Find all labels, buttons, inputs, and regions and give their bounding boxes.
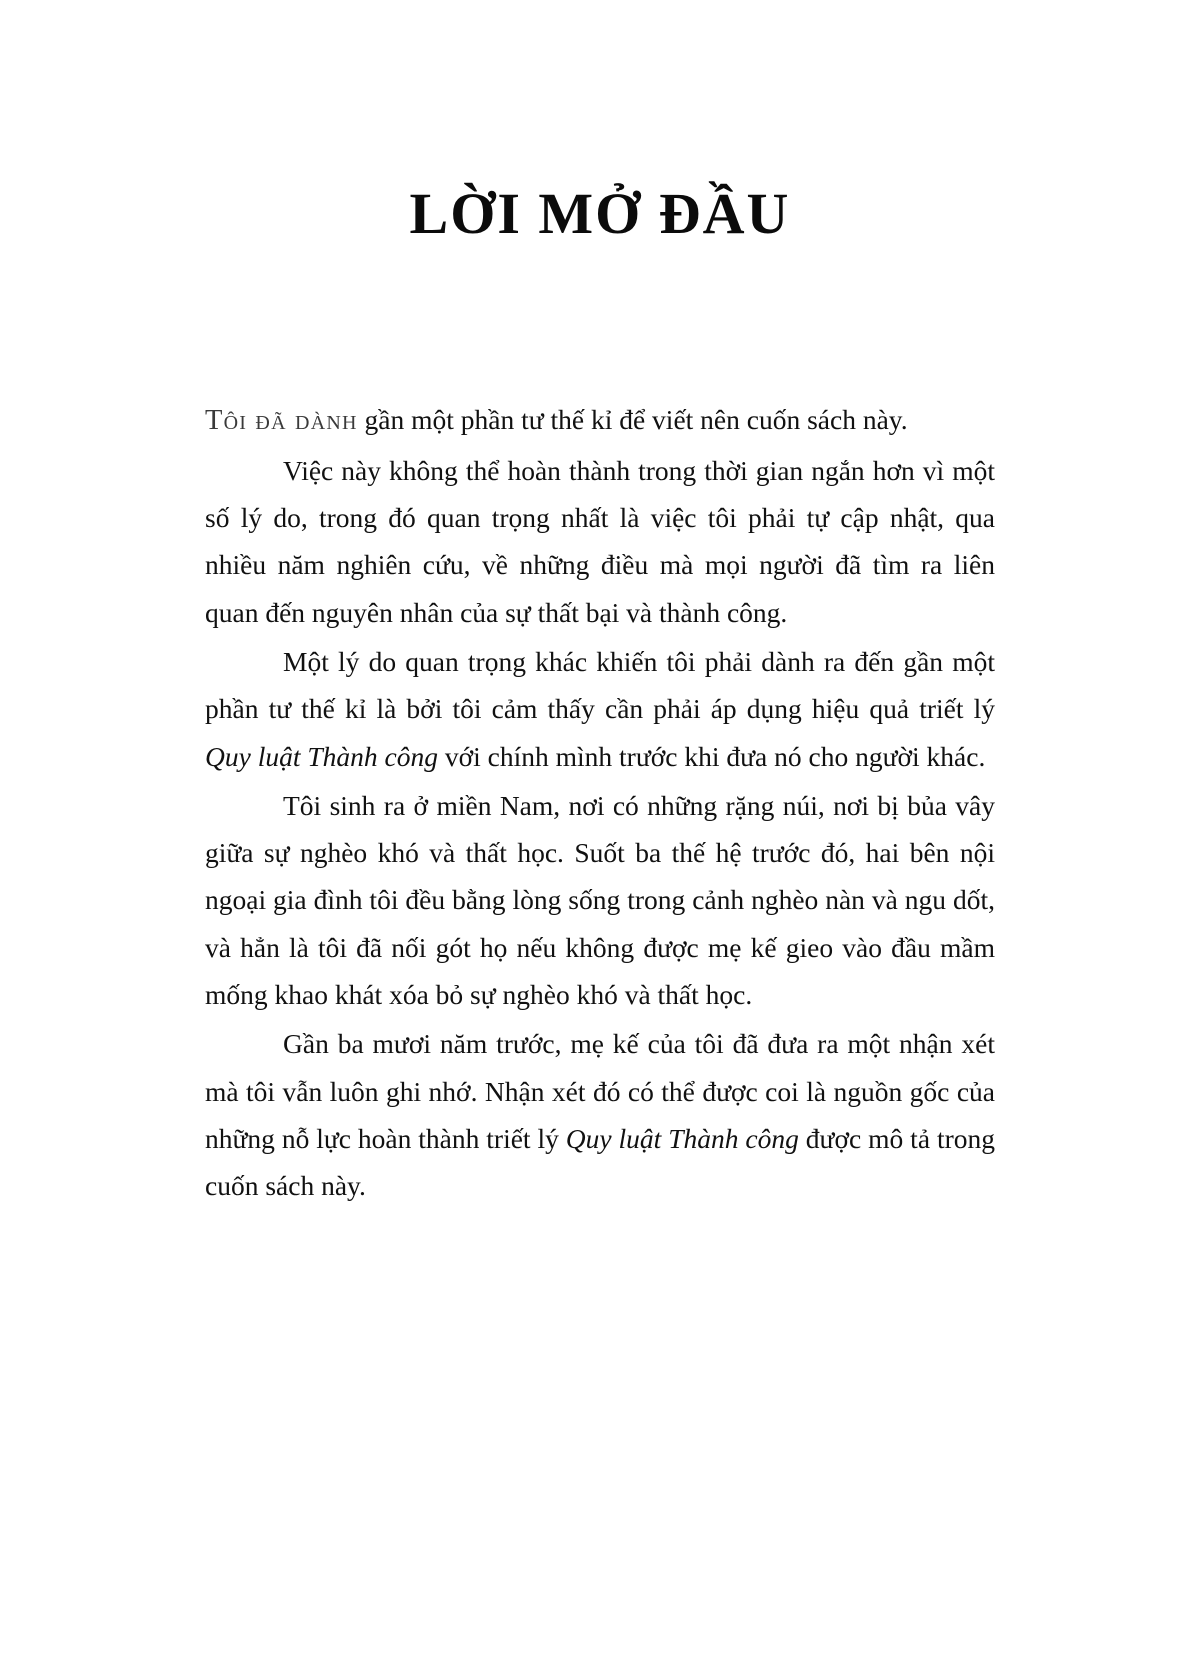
paragraph-5-segment-3: được mô tả trong cuốn sách này. [205,1122,995,1202]
paragraph-1-text: gần một phần tư thế kỉ để viết nên cuốn sách này. [357,403,908,435]
book-title-reference: Quy luật Thành công [205,740,438,772]
paragraph-2: Việc này không thể hoàn thành trong thời gian ngắn hơn vì một số lý do, trong đó quan trọng nhất là việc tôi phải tự cập nhật, qua nhiều năm nghiên cứu, về những điều mà mọi người đã tìm ra liên quan đến nguyên nhân của sự thất bại và thành công. [205,454,995,628]
paragraph-3-segment-1: Một lý do quan trọng khác khiến tôi phải dành ra đến gần một phần tư thế kỉ là bởi tôi cảm thấy cần phải áp dụng hiệu quả triết lý [205,646,995,725]
book-title-reference: Quy luật Thành công [565,1122,799,1154]
page-title: LỜI MỞ ĐẦU [409,181,791,246]
paragraph-3 [205,638,995,780]
lead-smallcaps: Tôi đã dành [205,404,358,436]
paragraph-4: Tôi sinh ra ở miền Nam, nơi có những rặng núi, nơi bị bủa vây giữa sự nghèo khó và thất học. Suốt ba thế hệ trước đó, hai bên nội ngoại gia đình tôi đều bằng lòng sống trong cảnh nghèo nàn và ngu dốt, và hẳn là tôi đã nối gót họ nếu không được mẹ kế gieo vào đầu mầm mống khao khát xóa bỏ sự nghèo khó và thất học. [205,789,995,1011]
paragraph-5 [205,1020,995,1209]
paragraph-1 [205,396,995,445]
body-text [205,246,995,1210]
paragraph-5-segment-1: Gần ba mươi năm trước, mẹ kế của tôi đã đưa ra một nhận xét mà tôi vẫn luôn ghi nhớ. Nhận xét đó có thể được coi là nguồn gốc của những nỗ lực hoàn thành triết lý [205,1028,995,1154]
paragraph-3-segment-3: với chính mình trước khi đưa nó cho người khác. [437,740,986,772]
